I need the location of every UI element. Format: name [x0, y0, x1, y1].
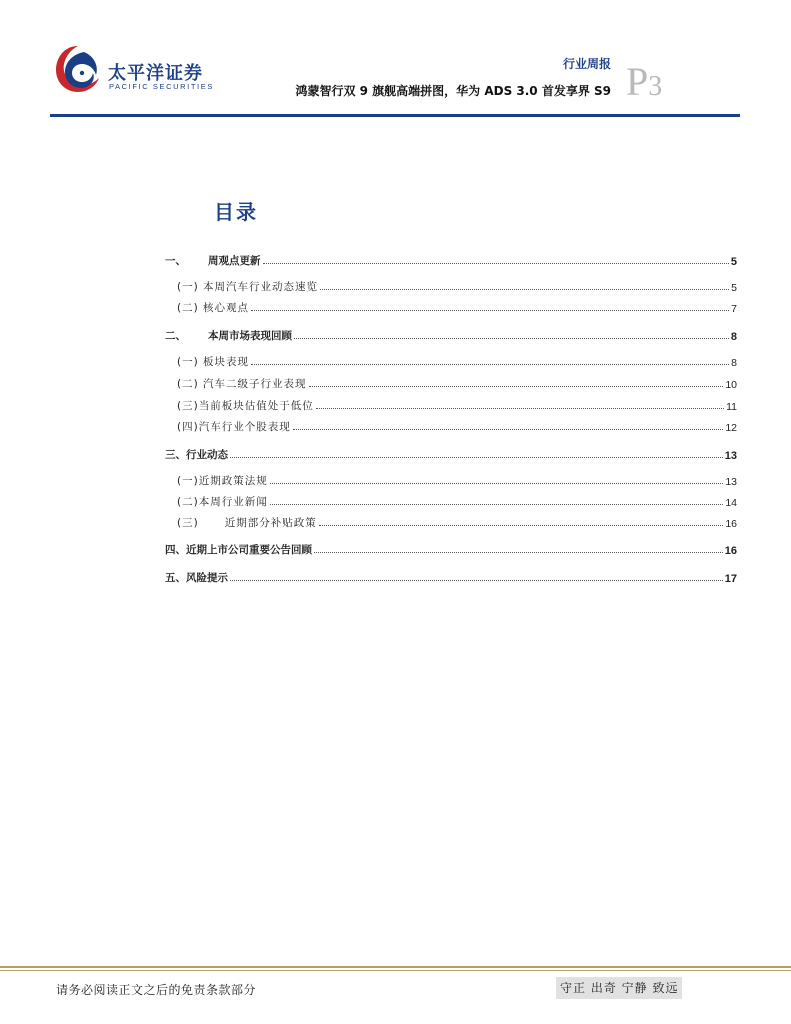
toc-leader-dots: [309, 385, 724, 387]
toc-entry[interactable]: [165, 491, 737, 509]
toc-entry-page: 13: [725, 476, 737, 488]
toc-entry-page: 12: [725, 422, 737, 434]
toc-entry-text: 当前板块估值处于低位: [198, 400, 314, 412]
toc-entry-text: 本周市场表现回顾: [208, 330, 292, 342]
toc-entry-label: [177, 354, 249, 369]
page-number-badge: [626, 59, 663, 104]
logo-chinese-name: 太平洋证券: [108, 63, 203, 84]
toc-leader-dots: [263, 262, 729, 264]
toc-entry-text: 汽车行业个股表现: [198, 421, 291, 433]
toc-entry-label: [177, 279, 318, 294]
toc-entry-page: 8: [731, 357, 737, 369]
toc-entry[interactable]: [165, 395, 737, 413]
header-divider: [50, 114, 740, 117]
toc-entry-text: 周观点更新: [208, 255, 261, 267]
toc-entry-label: [177, 376, 307, 391]
toc-entry[interactable]: [165, 297, 737, 315]
toc-leader-dots: [319, 524, 724, 526]
report-title: 鸿蒙智行双 9 旗舰高端拼图，华为 ADS 3.0 首发享界 S9: [295, 84, 611, 98]
toc-entry-number: (二): [177, 302, 199, 314]
toc-entry-number: 五、: [165, 572, 186, 584]
toc-entry-text: 近期上市公司重要公告回顾: [186, 544, 312, 556]
toc-entry[interactable]: [165, 276, 737, 294]
toc-entry-page: 10: [725, 379, 737, 391]
toc-entry-label: [177, 494, 268, 509]
toc-entry-page: 14: [725, 497, 737, 509]
toc-entry-text: 板块表现: [203, 356, 250, 368]
toc-entry-label: [165, 570, 228, 585]
toc-entry[interactable]: [165, 512, 737, 530]
company-logo-icon: [50, 42, 106, 98]
toc-entry-text: 汽车二级子行业表现: [203, 378, 307, 390]
toc-entry-label: [177, 473, 268, 488]
toc-entry-label: [177, 515, 317, 530]
toc-entry-text: 核心观点: [203, 302, 250, 314]
toc-leader-dots: [293, 428, 724, 430]
toc-leader-dots: [316, 407, 724, 409]
toc-entry[interactable]: [165, 539, 737, 557]
toc-entry-number: (三): [177, 517, 199, 529]
company-logo: [50, 42, 220, 92]
toc-leader-dots: [320, 288, 729, 290]
toc-entry-label: [177, 398, 314, 413]
footer-divider: [0, 966, 791, 968]
toc-entry-text: 近期部分补贴政策: [224, 517, 317, 529]
toc-entry[interactable]: [165, 373, 737, 391]
toc-entry-text: 风险提示: [186, 572, 228, 584]
toc-entry-number: (三): [177, 400, 199, 412]
toc-leader-dots: [270, 503, 724, 505]
toc-entry-page: 16: [725, 518, 737, 530]
toc-entry-number: (四): [177, 421, 199, 433]
toc-entry-page: 7: [731, 303, 737, 315]
toc-entry-number: (二): [177, 496, 199, 508]
page-number: 3: [648, 71, 663, 102]
toc-leader-dots: [251, 363, 729, 365]
toc-entry[interactable]: [165, 325, 737, 343]
toc-title: 目录: [214, 200, 258, 224]
toc-entry-text: 本周汽车行业动态速览: [203, 281, 319, 293]
toc-leader-dots: [314, 551, 723, 553]
toc-entry-text: 近期政策法规: [198, 475, 268, 487]
toc-entry-label: [177, 300, 249, 315]
toc-entry-number: 三、: [165, 449, 186, 461]
toc-entry[interactable]: [165, 351, 737, 369]
toc-entry-number: (二): [177, 378, 199, 390]
toc-entry-label: [165, 542, 312, 557]
toc-entry-label: [165, 328, 292, 343]
toc-entry-number: 一、: [165, 255, 186, 267]
toc-leader-dots: [230, 456, 723, 458]
toc-entry[interactable]: [165, 250, 737, 268]
toc-entry-page: 8: [730, 331, 737, 343]
toc-entry-label: [177, 419, 291, 434]
toc-entry-number: 四、: [165, 544, 186, 556]
toc-entry-page: 5: [730, 256, 737, 268]
toc-entry[interactable]: [165, 567, 737, 585]
toc-entry-number: (一): [177, 475, 199, 487]
toc-entry[interactable]: [165, 470, 737, 488]
toc-leader-dots: [251, 309, 729, 311]
footer-motto: 守正 出奇 宁静 致远: [556, 977, 682, 999]
toc-entry-label: [165, 447, 228, 462]
logo-english-name: PACIFIC SECURITIES: [109, 82, 214, 91]
toc-entry-page: 13: [724, 450, 737, 462]
toc-entry-page: 11: [726, 401, 737, 413]
toc-entry-page: 16: [724, 545, 737, 557]
toc-leader-dots: [294, 337, 729, 339]
toc-entry-page: 5: [731, 282, 737, 294]
toc-entry-number: 二、: [165, 330, 186, 342]
toc-entry-text: 本周行业新闻: [198, 496, 268, 508]
footer-disclaimer: 请务必阅读正文之后的免责条款部分: [56, 983, 257, 997]
toc-entry-page: 17: [724, 573, 737, 585]
toc-leader-dots: [230, 579, 723, 581]
toc-entry-text: 行业动态: [186, 449, 228, 461]
report-type: 行业周报: [562, 57, 611, 71]
toc-entry-number: (一): [177, 356, 199, 368]
toc-entry[interactable]: [165, 444, 737, 462]
page-letter: P: [626, 59, 649, 104]
toc-leader-dots: [270, 482, 724, 484]
toc-entry[interactable]: [165, 416, 737, 434]
toc-entry-number: (一): [177, 281, 199, 293]
toc-entry-label: [165, 253, 261, 268]
footer-divider-thin: [0, 970, 791, 971]
